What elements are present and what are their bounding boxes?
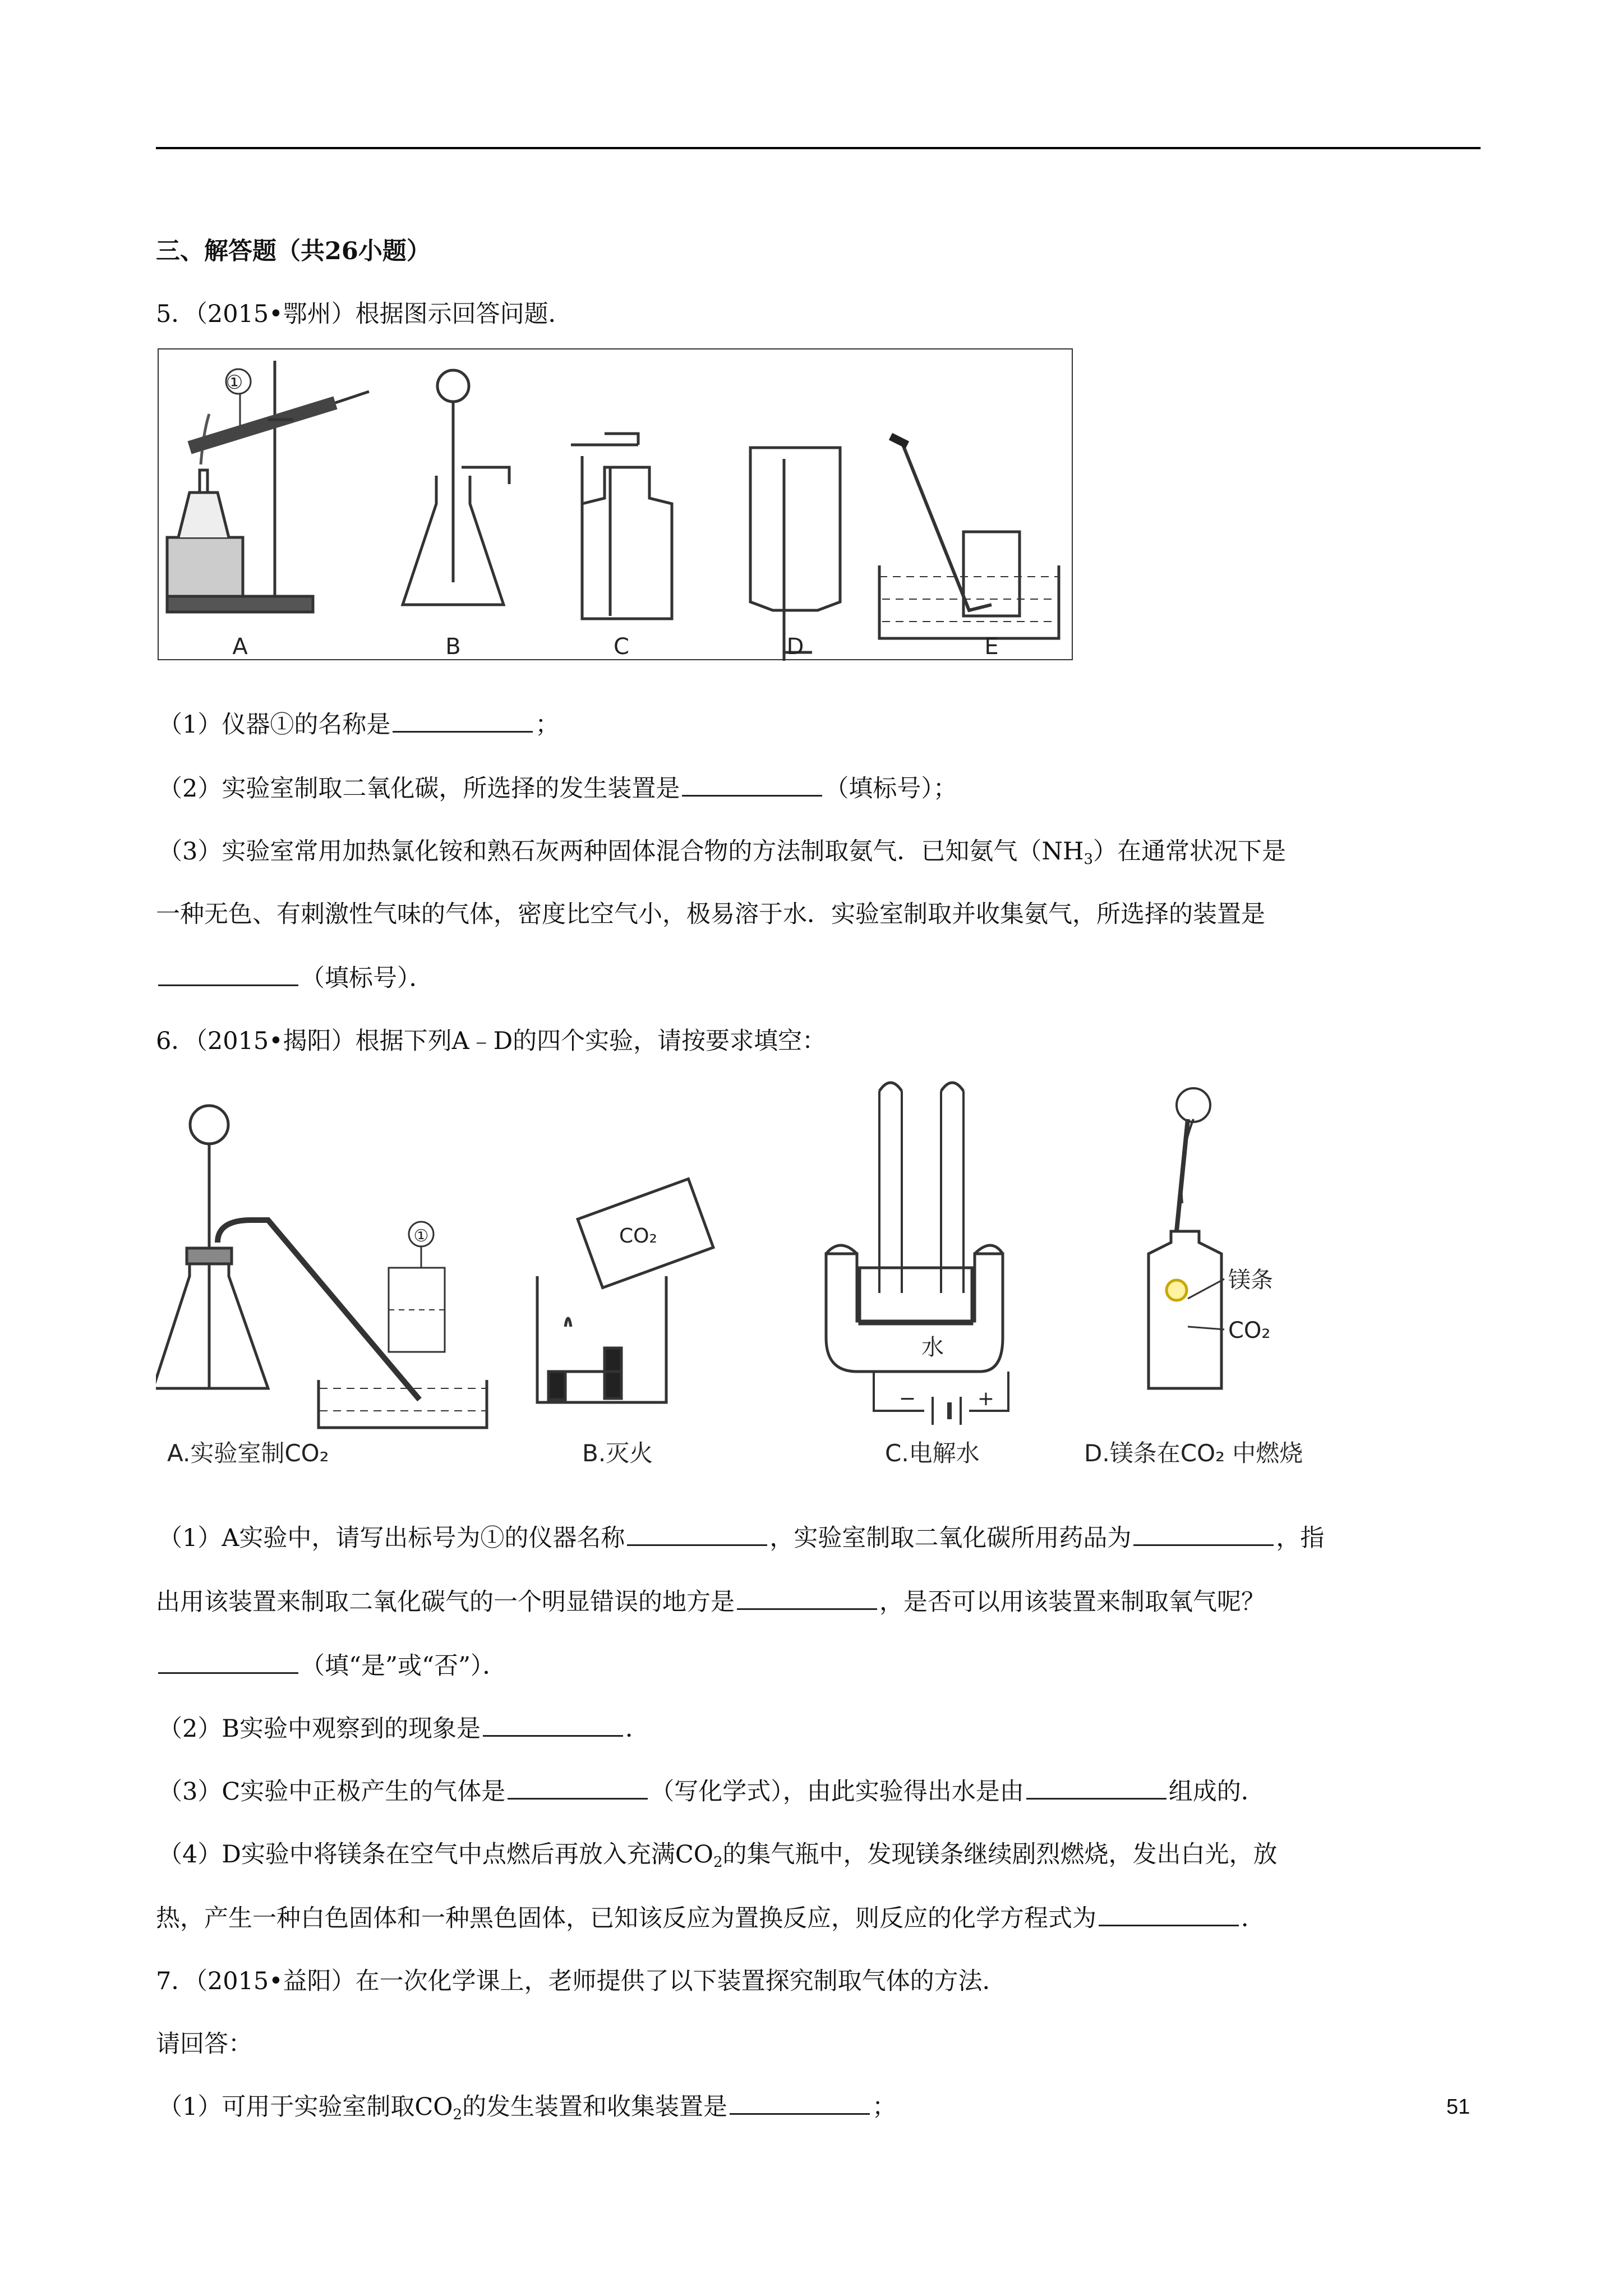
q6-co2-tag: CO₂	[619, 1225, 657, 1248]
q5-sub1: （1）仪器①的名称是 ；	[158, 708, 559, 742]
q6-stem: 6．（2015•揭阳）根据下列A﹣D的四个实验，请按要求填空：	[156, 1027, 827, 1055]
q5-label-a: A	[232, 634, 248, 660]
q6-caption-c: C.电解水	[885, 1439, 980, 1467]
answer-blank[interactable]	[158, 962, 298, 986]
q6-co2-label: CO₂	[1228, 1318, 1271, 1343]
page-number: 51	[1446, 2095, 1470, 2119]
q5-label-c: C	[614, 634, 629, 660]
answer-blank[interactable]	[682, 772, 822, 797]
answer-blank[interactable]	[393, 708, 533, 733]
q5-label-e: E	[984, 634, 999, 660]
q6-sub1-line1: （1）A实验中，请写出标号为①的仪器名称 ，实验室制取二氧化碳所用药品为 ，指	[158, 1521, 1324, 1555]
q6-figure	[156, 1074, 1343, 1467]
answer-blank[interactable]	[1026, 1775, 1166, 1800]
q5-label-b: B	[445, 634, 461, 660]
q6-caption-d: D.镁条在CO₂ 中燃烧	[1084, 1439, 1303, 1467]
answer-blank[interactable]	[483, 1713, 623, 1737]
q6-sub2: （2）B实验中观察到的现象是 ．	[158, 1712, 649, 1746]
q7-prompt: 请回答：	[156, 2030, 252, 2058]
answer-blank[interactable]	[158, 1650, 298, 1674]
q7-sub1: （1）可用于实验室制取$CO_2$的发生装置和收集装置是 ；	[158, 2090, 896, 2132]
q5-sub3-line1: （3）实验室常用加热氯化铵和熟石灰两种固体混合物的方法制取氨气．已知氨气$(NH_3)$在通常状况下是	[158, 838, 1287, 868]
q5-sub2: （2）实验室制取二氧化碳，所选择的发生装置是 （填标号）；	[158, 772, 957, 806]
q6-sub4-line1: （4）D实验中将镁条在空气中点燃后再放入充满$CO_2$的集气瓶中，发现镁条继续剧烈燃烧，发出白光，放	[158, 1841, 1278, 1871]
q5-sub3-line3: （填标号）．	[156, 961, 434, 995]
q6-caption-a: A.实验室制CO₂	[167, 1439, 329, 1467]
q6-marker: ①	[413, 1226, 429, 1246]
q6-mg-label: 镁条	[1228, 1267, 1273, 1293]
q6-water-label: 水	[921, 1335, 944, 1360]
q5-sub3-line2: 一种无色、有刺激性气味的气体，密度比空气小，极易溶于水．实验室制取并收集氨气，所选择的装置是	[156, 900, 1265, 928]
answer-blank[interactable]	[737, 1586, 877, 1610]
answer-blank[interactable]	[508, 1775, 648, 1800]
q6-sub3: （3）C实验中正极产生的气体是 （写化学式），由此实验得出水是由 组成的．	[158, 1775, 1265, 1809]
q5-marker: ①	[225, 371, 243, 394]
q6-sub1-line2: 出用该装置来制取二氧化碳气的一个明显错误的地方是 ，是否可以用该装置来制取氧气呢？	[156, 1585, 1265, 1619]
q6-sub4-line2: 热，产生一种白色固体和一种黑色固体，已知该反应为置换反应，则反应的化学方程式为 ．	[156, 1902, 1265, 1935]
header-rule	[156, 147, 1481, 149]
q7-stem: 7．（2015•益阳）在一次化学课上，老师提供了以下装置探究制取气体的方法．	[156, 1967, 1007, 1995]
answer-blank[interactable]	[730, 2091, 870, 2115]
answer-blank[interactable]	[1133, 1522, 1274, 1546]
section-title: 三、解答题（共26小题）	[156, 237, 431, 265]
answer-blank[interactable]	[627, 1522, 767, 1546]
q6-caption-b: B.灭火	[582, 1439, 653, 1467]
q5-stem: 5．（2015•鄂州）根据图示回答问题．	[156, 300, 573, 328]
q6-sub1-line3: （填“是”或“否”）．	[156, 1649, 506, 1683]
q5-figure	[156, 347, 1076, 662]
q5-label-d: D	[786, 634, 804, 660]
answer-blank[interactable]	[1099, 1902, 1239, 1926]
q6-plus: +	[977, 1387, 995, 1410]
q6-minus: −	[898, 1387, 916, 1410]
